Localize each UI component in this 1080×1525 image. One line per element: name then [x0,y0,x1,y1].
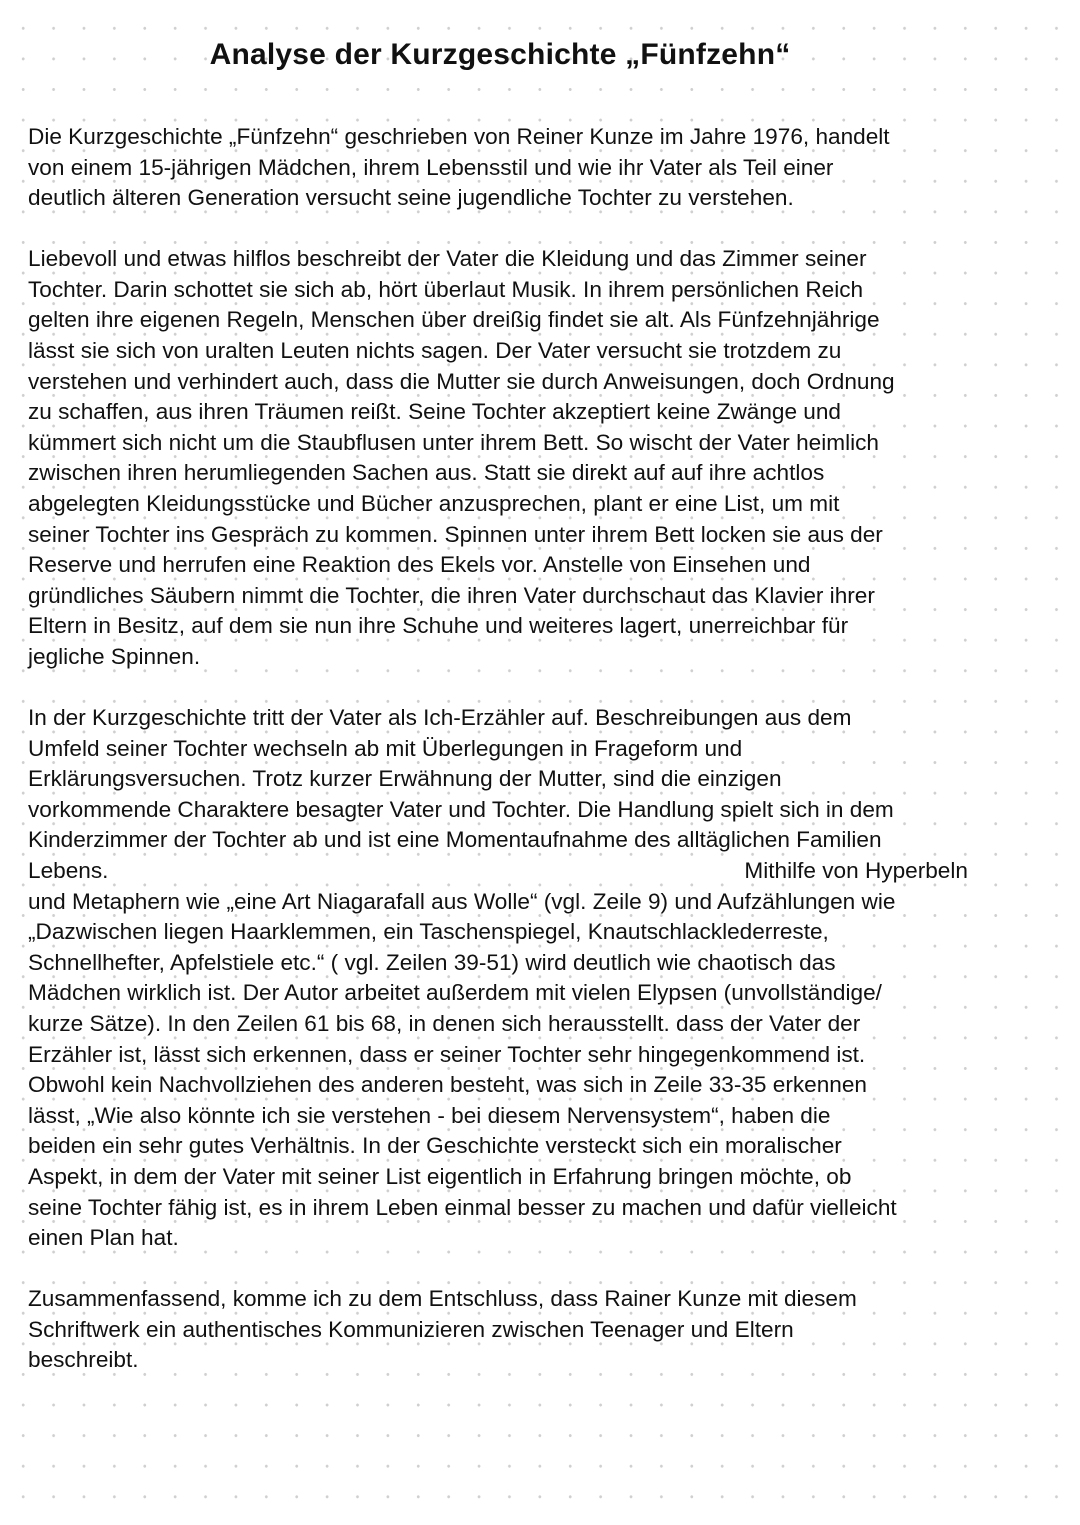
text-line: jegliche Spinnen. [28,644,201,669]
text-line: Eltern in Besitz, auf dem sie nun ihre Schuhe und weiteres lagert, unerreichbar für [28,613,849,639]
text-line: Tochter. Darin schottet sie sich ab, hört überlaut Musik. In ihrem persönlichen Reich [28,276,864,302]
text-line: gelten ihre eigenen Regeln, Menschen über dreißig findet sie alt. Als Fünfzehnjährige [28,307,880,333]
text-line: Zusammenfassend, komme ich zu dem Entschluss, dass Rainer Kunze mit diesem [28,1286,857,1312]
text-line: seiner Tochter ins Gespräch zu kommen. Spinnen unter ihrem Bett locken sie aus der [28,521,883,547]
text-line: Schriftwerk ein authentisches Kommunizieren zwischen Teenager und Eltern [28,1316,794,1342]
text-line: lässt sie sich von uralten Leuten nichts sagen. Der Vater versucht sie trotzdem zu [28,338,842,364]
text-line: kümmert sich nicht um die Staubflusen unter ihrem Bett. So wischt der Vater heimlich [28,429,879,455]
text-line: beiden ein sehr gutes Verhältnis. In der Geschichte versteckt sich ein moralischer [28,1133,842,1159]
text-line: Aspekt, in dem der Vater mit seiner List eigentlich in Erfahrung bringen möchte, ob [28,1164,852,1189]
text-line: deutlich älteren Generation versucht seine jugendliche Tochter zu verstehen. [28,185,794,211]
paragraph-introduction [28,122,1028,214]
text-line: lässt, „Wie also könnte ich sie verstehen - bei diesem Nervensystem“, haben die [28,1102,831,1128]
text-line-left: Lebens. [28,858,109,884]
text-line: seine Tochter fähig ist, es in ihrem Leben einmal besser zu machen und dafür vielleicht [28,1194,897,1220]
text-line: „Dazwischen liegen Haarklemmen, ein Taschenspiegel, Knautschlacklederreste, [28,919,829,945]
text-line: zu schaffen, aus ihren Träumen reißt. Seine Tochter akzeptiert keine Zwänge und [28,399,841,425]
text-line: Kinderzimmer der Tochter ab und ist eine Momentaufnahme des alltäglichen Familien [28,827,882,853]
text-line: zwischen ihren herumliegenden Sachen aus. Statt sie direkt auf auf ihre achtlos [28,460,825,486]
paragraph-conclusion [28,1284,1028,1376]
text-line: gründliches Säubern nimmt die Tochter, die ihren Vater durchschaut das Klavier ihrer [28,582,875,608]
text-line: Erzähler ist, lässt sich erkennen, dass er seiner Tochter sehr hingegenkommend ist. [28,1041,866,1067]
text-line: vorkommende Charaktere besagter Vater und Tochter. Die Handlung spielt sich in dem [28,796,894,822]
text-line: Reserve und herrufen eine Reaktion des Ekels vor. Anstelle von Einsehen und [28,552,811,578]
text-line: Umfeld seiner Tochter wechseln ab mit Überlegungen in Frageform und [28,735,743,761]
split-text-line [28,856,1028,887]
text-line: und Metaphern wie „eine Art Niagarafall aus Wolle“ (vgl. Zeile 9) und Aufzählungen wie [28,888,896,914]
paragraph-summary [28,244,1028,672]
text-line: beschreibt. [28,1347,139,1373]
text-line: Erklärungsversuchen. Trotz kurzer Erwähnung der Mutter, sind die einzigen [28,766,782,792]
text-line: Liebevoll und etwas hilflos beschreibt der Vater die Kleidung und das Zimmer seiner [28,246,867,272]
text-line: Obwohl kein Nachvollziehen des anderen besteht, was sich in Zeile 33-35 erkennen [28,1072,867,1098]
text-line: verstehen und verhindert auch, dass die Mutter sie durch Anweisungen, doch Ordnung [28,368,895,394]
text-line: von einem 15-jährigen Mädchen, ihrem Lebensstil und wie ihr Vater als Teil einer [28,154,834,180]
paragraph-analysis [28,703,1028,1254]
text-line: kurze Sätze). In den Zeilen 61 bis 68, in denen sich herausstellt. dass der Vater der [28,1011,861,1037]
text-line-right: Mithilfe von Hyperbeln [744,858,968,884]
text-line: Die Kurzgeschichte „Fünfzehn“ geschrieben von Reiner Kunze im Jahre 1976, handelt [28,124,890,149]
document-title: Analyse der Kurzgeschichte „Fünfzehn“ [209,38,791,71]
text-line: Mädchen wirklich ist. Der Autor arbeitet außerdem mit vielen Elypsen (unvollständige/ [28,980,882,1006]
document-body [28,122,1028,1407]
text-line: In der Kurzgeschichte tritt der Vater als Ich-Erzähler auf. Beschreibungen aus dem [28,705,852,731]
text-line: abgelegten Kleidungsstücke und Bücher anzusprechen, plant er eine List, um mit [28,491,840,517]
text-line: einen Plan hat. [28,1225,179,1251]
text-line: Schnellhefter, Apfelstiele etc.“ ( vgl. Zeilen 39-51) wird deutlich wie chaotisch das [28,949,836,975]
